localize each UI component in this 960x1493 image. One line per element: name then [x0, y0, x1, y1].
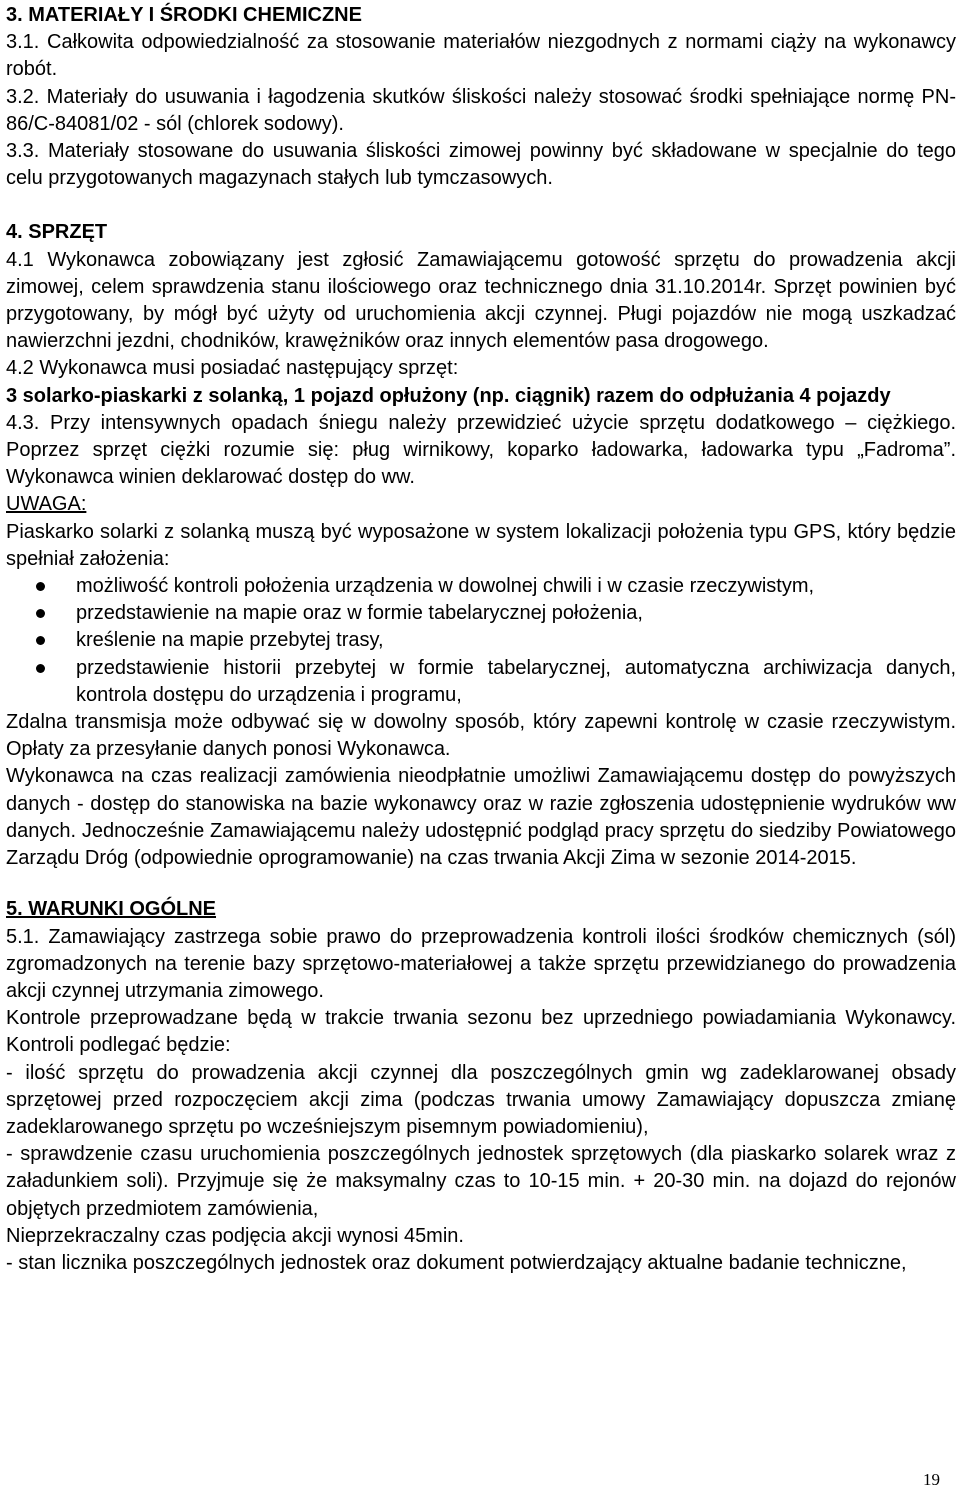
warning-label: UWAGA:: [6, 493, 87, 516]
paragraph-4-1: 4.1 Wykonawca zobowiązany jest zgłosić Zamawiającemu gotowość sprzętu do prowadzenia akcji zimowej, celem sprawdzenia stanu ilościowego oraz technicznego dnia 31.10.2014r. Sprzęt powinien być przygotowany, by mógł być użyty od uruchomienia akcji czynnej. Pługi pojazdów nie mogą uszkadzać nawierzchni jezdni, chodników, krawężników oraz innych elementów pasa drogowego.: [6, 248, 956, 353]
bullet-icon: [36, 664, 45, 673]
spacer: [6, 872, 956, 896]
paragraph-5-1: 5.1. Zamawiający zastrzega sobie prawo do przeprowadzenia kontroli ilości środków chemicznych (sól) zgromadzonych na terenie bazy sprzętowo-materiałowej a także sprzętu przewidzianego do prowadzenia akcji czynnej utrzymania zimowego.: [6, 925, 956, 1002]
paragraph-3-3: 3.3. Materiały stosowane do usuwania śliskości zimowej powinny być składowane w specjalnie do tego celu przygotowanych magazynach stałych lub tymczasowych.: [6, 140, 956, 190]
bullet-icon: [36, 609, 45, 618]
page-number: 19: [923, 1470, 940, 1489]
gps-requirements-list: [6, 573, 956, 709]
inspection-item-equipment: - ilość sprzętu do prowadzenia akcji czynnej dla poszczególnych gmin wg zadeklarowanej obsady sprzętowej przed rozpoczęciem akcji zima (podczas trwania umowy Zamawiający dopuszcza zmianę zadeklarowanego sprzętu po wcześniejszym pisemnym powiadomieniu),: [6, 1061, 956, 1138]
paragraph-4-2-equipment: 3 solarko-piaskarki z solanką, 1 pojazd opłużony (np. ciągnik) razem do odpłużania 4 pojazdy: [6, 384, 891, 407]
inspections-paragraph: Kontrole przeprowadzane będą w trakcie trwania sezonu bez uprzedniego powiadamiania Wykonawcy. Kontroli podlegać będzie:: [6, 1007, 956, 1057]
remote-transmission-paragraph: Zdalna transmisja może odbywać się w dowolny sposób, który zapewni kontrolę w czasie rzeczywistym. Opłaty za przesyłanie danych ponosi Wykonawca.: [6, 711, 956, 761]
inspection-item-meter: - stan licznika poszczególnych jednostek oraz dokument potwierdzający aktualne badanie techniczne,: [6, 1251, 907, 1274]
list-item: kreślenie na mapie przebytej trasy,: [6, 627, 956, 654]
paragraph-4-3: 4.3. Przy intensywnych opadach śniegu należy przewidzieć użycie sprzętu dodatkowego – ciężkiego. Poprzez sprzęt ciężki rozumie się: pług wirnikowy, koparko ładowarka, ładowarka typu „Fadroma”. Wykonawca winien deklarować dostęp do ww.: [6, 411, 956, 489]
section-5-heading: 5. WARUNKI OGÓLNE: [6, 898, 217, 921]
paragraph-3-2: 3.2. Materiały do usuwania i łagodzenia skutków śliskości należy stosować środki spełniające normę PN-86/C-84081/02 - sól (chlorek sodowy).: [6, 85, 956, 135]
paragraph-3-1: 3.1. Całkowita odpowiedzialność za stosowanie materiałów niezgodnych z normami ciąży na wykonawcy robót.: [6, 31, 956, 81]
bullet-icon: [36, 582, 45, 591]
spacer: [6, 192, 956, 219]
document-body: [6, 2, 956, 1277]
inspection-item-max-time: Nieprzekraczalny czas podjęcia akcji wynosi 45min.: [6, 1224, 464, 1247]
list-item: przedstawienie historii przebytej w formie tabelarycznej, automatyczna archiwizacja danych, kontrola dostępu do urządzenia i programu,: [6, 655, 956, 709]
list-item: przedstawienie na mapie oraz w formie tabelarycznej położenia,: [6, 600, 956, 627]
bullet-icon: [36, 636, 45, 645]
section-4-heading: 4. SPRZĘT: [6, 221, 108, 244]
data-access-paragraph: Wykonawca na czas realizacji zamówienia nieodpłatnie umożliwi Zamawiającemu dostęp do powyższych danych - dostęp do stanowiska na bazie wykonawcy oraz w razie zgłoszenia udostępnienie wydruków ww danych. Jednocześnie Zamawiającemu należy udostępnić podgląd pracy sprzętu do siedziby Powiatowego Zarządu Dróg (odpowiednie oprogramowanie) na czas trwania Akcji Zima w sezonie 2014-2015.: [6, 765, 956, 870]
paragraph-4-2: 4.2 Wykonawca musi posiadać następujący sprzęt:: [6, 357, 459, 380]
inspection-item-startup-time: - sprawdzenie czasu uruchomienia poszczególnych jednostek sprzętowych (dla piaskarko solarek wraz z załadunkiem soli). Przyjmuje się że maksymalny czas to 10-15 min. + 20-30 min. na dojazd do rejonów objętych przedmiotem zamówienia,: [6, 1143, 956, 1220]
list-item: możliwość kontroli położenia urządzenia w dowolnej chwili i w czasie rzeczywistym,: [6, 573, 956, 600]
gps-requirements-intro: Piaskarko solarki z solanką muszą być wyposażone w system lokalizacji położenia typu GPS, który będzie spełniał założenia:: [6, 520, 956, 570]
section-3-heading: 3. MATERIAŁY I ŚRODKI CHEMICZNE: [6, 4, 362, 26]
